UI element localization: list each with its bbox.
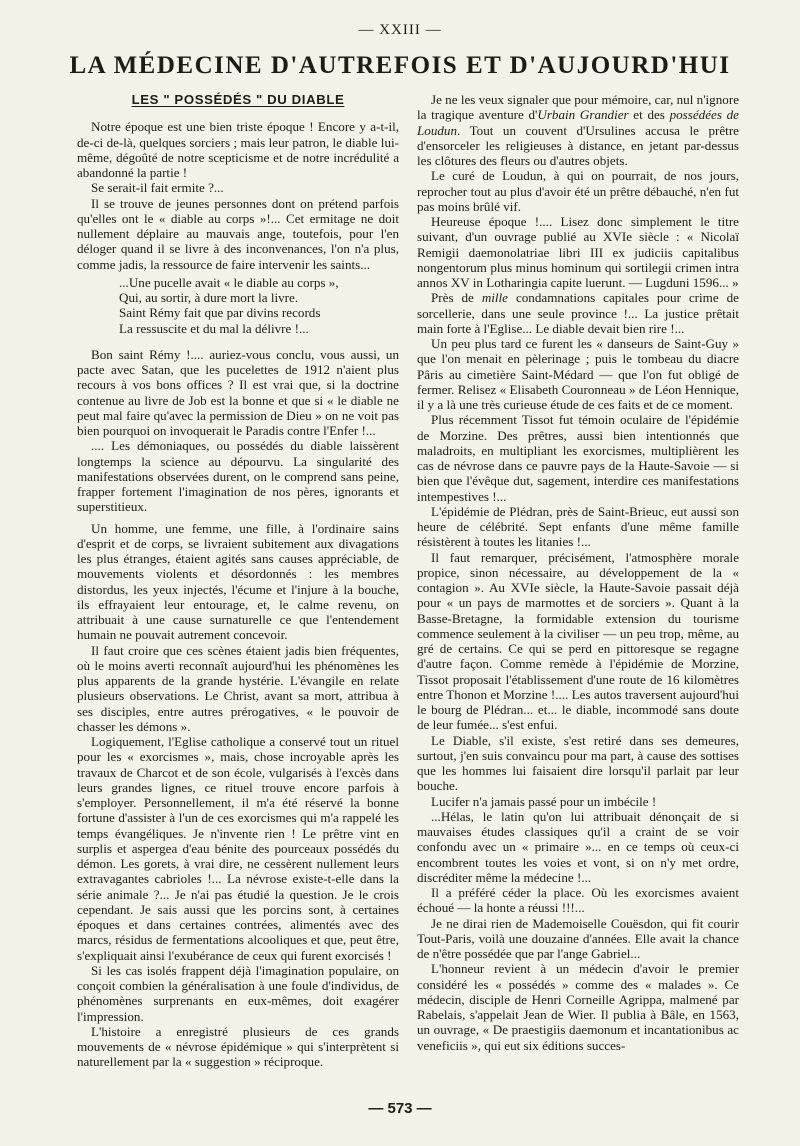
paragraph: Bon saint Rémy !.... auriez-vous conclu, vous aussi, un pacte avec Satan, que les pucelettes de 1912 n'aient plus recours à vos bons offices ? Il est vrai que, si la doctrine contenue au livre de Job est la bonne et que si « le diable ne peut mal faire qu'avec la permission de Dieu » on ne voit pas bien pourquoi on invoquerait le Paradis contre l'Enfer !... (77, 346, 399, 438)
paragraph: .... Les démoniaques, ou possédés du diable laissèrent longtemps la science au dépourvu. La singularité des manifestations observées durent, on le comprend sans peine, frapper fortement l'imagination de nos pères, ignorants et superstitieux. (77, 438, 399, 515)
paragraph: Lucifer n'a jamais passé pour un imbécile ! (431, 793, 657, 809)
paragraph: Plus récemment Tissot fut témoin oculaire de l'épidémie de Morzine. Des prêtres, aussi bien intentionnés que maladroits, en multipliant les exorcismes, multiplièrent les cas de névrose dans ce pauvre pays de la Haute-Savoie — si bien que l'évêque dut, sagement, interdire ces manifestations intempestives !... (417, 412, 739, 504)
paragraph: Il faut croire que ces scènes étaient jadis bien fréquentes, où le moins averti reconnaît aujourd'hui les phénomènes les plus apparents de la grande hystérie. L'évangile en relate plusieurs observations. Le Christ, avant sa mort, attribua à ses disciples, entre autres prérogatives, « le pouvoir de chasser les démons ». (77, 642, 399, 734)
verse-line: La ressuscite et du mal la délivre !... (119, 320, 309, 336)
paragraph: Si les cas isolés frappent déjà l'imagination populaire, on conçoit combien la généralisation à une foule d'individus, de phénomènes surprenants en eux-mêmes, doit exagérer l'impression. (77, 962, 399, 1024)
paragraph: L'honneur revient à un médecin d'avoir le premier considéré les « possédés » comme des « malades ». Ce médecin, disciple de Henri Corneille Agrippa, malmené par Rabelais, s'appelait Jean de Wier. Il publia à Bâle, en 1563, un ouvrage, « De praestigiis daemonum et incantationibus ac veneficiis », qui eut six éditions succes- (417, 961, 739, 1053)
paragraph: Notre époque est une bien triste époque ! Encore y a-t-il, de-ci de-là, quelques sorciers ; mais leur patron, le diable lui-même, dégoûté de notre scepticisme et de notre incrédulité a abandonné la partie ! (77, 119, 399, 180)
paragraph: Logiquement, l'Eglise catholique a conservé tout un rituel pour les « exorcismes », mais, chose incroyable après les travaux de Charcot et de son école, vulgarisés à l'excès dans leurs grandes lignes, ce rituel trouve encore parfois à s'employer. Personnellement, il m'a été réservé la bonne fortune d'assister à l'un de ces exorcismes qui m'a rappelé les temps évangéliques. Je n'invente rien ! Le prêtre vint en surplis et aspergea d'eau bénite des pourceaux possédés du démon. Les gorets, à vrai dire, ne cessèrent nullement leurs extravagantes cabrioles !... La névrose existe-t-elle dans la série animale ?... Je n'ai pas étudié la question. Je le crois cependant. Je sais aussi que les porcins sont, à certaines époques et dans certaines contrées, alimentés avec des marcs, résidus de fermentations alcooliques et que, peut être, s'expliquait ainsi l'exubérance de ceux qui furent exorcisés ! (77, 734, 399, 963)
paragraph: Se serait-il fait ermite ?... (91, 180, 224, 196)
verse-quote (77, 275, 399, 336)
paragraph: Il se trouve de jeunes personnes dont on prétend parfois qu'elles ont le « diable au corps »!... Cet ermitage ne doit nullement déplaire au mauvais ange, toutefois, pour l'en déloger quand il se livre à des inconvenances, l'on n'a plus, comme jadis, la ressource de faire intervenir les saints... (77, 195, 399, 272)
paragraph: Un homme, une femme, une fille, à l'ordinaire sains d'esprit et de corps, se livraient subitement aux divagations les plus étranges, étaient agités sans causes appréciable, de mouvements violents et désordonnés : les membres distordus, les yeux injectés, l'écume et l'injure à la bouche, ils effrayaient leur entourage, et, le calme revenu, on attribuait à une cause surnaturelle ce que l'entendement humain ne pouvait autrement concevoir. (77, 520, 399, 643)
paragraph: Il faut remarquer, précisément, l'atmosphère morale propice, sinon nécessaire, au développement de la « contagion ». Au XVIe siècle, la Haute-Savoie passait déjà pour « un pays de marmottes et de sorciers ». Quant à la Basse-Bretagne, la formidable extension du tourisme commence seulement à la civiliser — un peu trop, même, au gré de certains. Ce qui se perd en pittoresque se regagne d'autre façon. Comme remède à l'épidémie de Morzine, Tissot proposait l'établissement d'une route de 16 kilomètres entre Thonon et Morzine !.... Les autos traversent aujourd'hui le bourg de Plédran... et... le diable, incommodé sans doute de leur fumée... s'est enfui. (417, 549, 739, 733)
paragraph: L'histoire a enregistré plusieurs de ces grands mouvements de « névrose épidémique » qui s'interprètent si naturellement par la « suggestion » réciproque. (77, 1023, 399, 1070)
right-column (417, 92, 739, 1053)
main-title: LA MÉDECINE D'AUTREFOIS ET D'AUJOURD'HUI (69, 52, 731, 79)
paragraph: Près de mille condamnations capitales pour crime de sorcellerie, dans une seule province !... La justice prêtait main forte à l'Eglise... Le diable devait bien rire !... (417, 290, 739, 336)
italic-word: mille (481, 290, 508, 306)
paragraph: Je ne les veux signaler que pour mémoire, car, nul n'ignore la tragique aventure d'Urbain Grandier et des possédées de Loudun. Tout un couvent d'Ursulines accusa le prêtre d'ensorceler les religieuses à distance, en jetant par-dessus les clôtures des fleurs ou d'autres objets. (417, 92, 739, 168)
verse-line: ...Une pucelle avait « le diable au corps », (119, 274, 339, 290)
italic-name: Urbain Grandier (537, 107, 629, 123)
paragraph: ...Hélas, le latin qu'on lui attribuait dénonçait de si mauvaises études classiques qu'il a craint de se voir confondu avec un « primaire »... en ce temps où ceux-ci encombrent toutes les voies et vont, si on n'y met ordre, discréditer même la médecine !... (417, 808, 739, 885)
paragraph: Je ne dirai rien de Mademoiselle Couësdon, qui fit courir Tout-Paris, voilà une douzaine d'années. Elle avait la chance de n'être possédée que par l'ange Gabriel... (417, 915, 739, 961)
verse-line: Saint Rémy fait que par divins records (119, 305, 321, 321)
italic-name: possédées de Loudun (417, 107, 739, 138)
paragraph: Un peu plus tard ce furent les « danseurs de Saint-Guy » que l'on menait en pèlerinage ; puis le tombeau du diacre Pâris au cimetière Saint-Médard — que l'on fut obligé de fermer. Relisez « Elisabeth Couronneau » de Léon Hennique, il y a là une très curieuse étude de ces faits et de ce moment. (417, 336, 739, 412)
paragraph: L'épidémie de Plédran, près de Saint-Brieuc, eut aussi son heure de célébrité. Sept enfants d'une même famille résistèrent à toutes les litanies !... (417, 503, 739, 550)
paragraph: Il a préféré céder la place. Où les exorcismes avaient échoué — la honte a réussi !!!... (417, 885, 739, 916)
left-column (77, 92, 399, 1070)
verse-line: Qui, au sortir, à dure mort la livre. (119, 290, 299, 305)
section-title: LES " POSSÉDÉS " DU DIABLE (131, 92, 345, 107)
paragraph: Heureuse époque !.... Lisez donc simplement le titre suivant, d'un ouvrage publié au XVIe siècle : « Nicolaï Remigii daemonolatriae libri III ex judiciis capitalibus nongentorum plus minus hominum qui sortilegii crimen intra annos XV in Lotharingia capite luerunt. — Lugduni 1596... » (417, 214, 739, 290)
page-number: — 573 — (368, 1100, 432, 1117)
paragraph: Le curé de Loudun, à qui on pourrait, de nos jours, reprocher tout au plus d'avoir été un prêtre débauché, n'en fut pas moins brûlé vif. (417, 168, 739, 214)
paragraph: Le Diable, s'il existe, s'est retiré dans ses demeures, surtout, j'en suis convaincu pour ma part, à cause des sottises que les hommes lui faisaient dire lorsqu'il parlait par leur bouche. (417, 732, 739, 794)
roman-page-number: — XXIII — (358, 22, 442, 38)
